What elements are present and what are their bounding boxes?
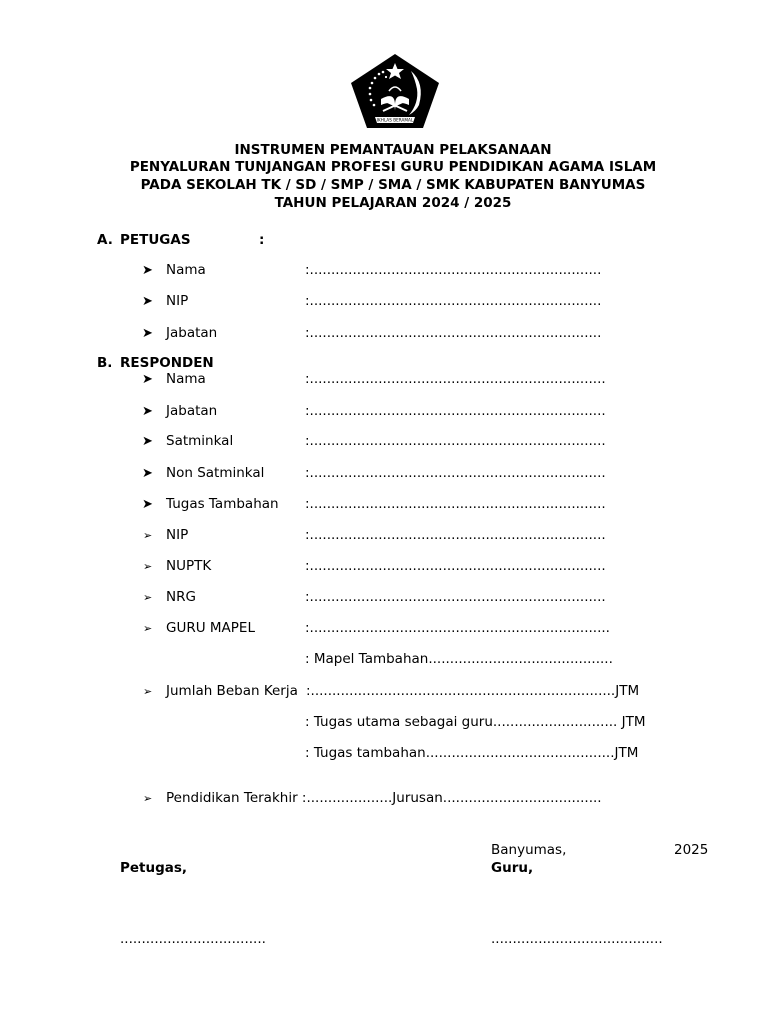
responden-satminkal-field[interactable]: :..................................................................... [305, 433, 606, 449]
ministry-emblem-logo [349, 53, 441, 129]
document-title-line-1: INSTRUMEN PEMANTAUAN PELAKSANAAN [234, 142, 552, 158]
responden-tugas-tambahan-label: Tugas Tambahan [166, 496, 279, 512]
bullet-arrow-icon: ➢ [143, 529, 153, 542]
responden-nama-label: Nama [166, 371, 206, 387]
responden-guru-mapel-field[interactable]: :...................................................................... [305, 620, 610, 636]
document-title-line-2: PENYALURAN TUNJANGAN PROFESI GURU PENDIDIKAN AGAMA ISLAM [129, 159, 657, 175]
mapel-tambahan-field[interactable]: : Mapel Tambahan........................................... [305, 651, 613, 667]
bullet-arrow-icon: ➤ [142, 372, 153, 387]
section-b-letter: B. [97, 355, 113, 371]
responden-satminkal-label: Satminkal [166, 433, 234, 449]
bullet-arrow-icon: ➤ [142, 294, 153, 309]
petugas-nama-label: Nama [166, 262, 206, 278]
tugas-utama-field[interactable]: : Tugas utama sebagai guru............................. JTM [305, 714, 646, 730]
bullet-arrow-icon: ➤ [142, 326, 153, 341]
section-b-title: RESPONDEN [120, 355, 214, 371]
logo-ribbon-text: IKHLAS BERAMAL [376, 117, 414, 123]
signature-year: 2025 [674, 842, 709, 858]
responden-guru-mapel-label: GURU MAPEL [166, 620, 255, 636]
responden-nuptk-label: NUPTK [166, 558, 212, 574]
tugas-tambahan-jtm-field[interactable]: : Tugas tambahan............................................JTM [305, 745, 639, 761]
section-a-title: PETUGAS [120, 232, 191, 248]
bullet-arrow-icon: ➢ [143, 622, 153, 635]
responden-nip-field[interactable]: :..................................................................... [305, 527, 606, 543]
signature-place: Banyumas, [491, 842, 567, 858]
bullet-arrow-icon: ➤ [142, 263, 153, 278]
responden-tugas-tambahan-field[interactable]: :..................................................................... [305, 496, 606, 512]
responden-non-satminkal-label: Non Satminkal [166, 465, 265, 481]
bullet-arrow-icon: ➢ [143, 792, 153, 805]
guru-signature-label: Guru, [491, 860, 534, 876]
responden-nrg-label: NRG [166, 589, 196, 605]
responden-jabatan-field[interactable]: :..................................................................... [305, 403, 606, 419]
bullet-arrow-icon: ➢ [143, 560, 153, 573]
jumlah-beban-kerja-label: Jumlah Beban Kerja [166, 683, 298, 699]
bullet-arrow-icon: ➢ [143, 685, 153, 698]
pendidikan-terakhir-field[interactable]: Pendidikan Terakhir :....................Jurusan..................................... [166, 790, 602, 806]
bullet-arrow-icon: ➤ [142, 497, 153, 512]
responden-nip-label: NIP [166, 527, 189, 543]
bullet-arrow-icon: ➤ [142, 466, 153, 481]
petugas-signature-label: Petugas, [120, 860, 188, 876]
petugas-jabatan-field[interactable]: :.................................................................... [305, 325, 602, 341]
responden-non-satminkal-field[interactable]: :..................................................................... [305, 465, 606, 481]
guru-signature-line[interactable]: ........................................ [491, 931, 663, 947]
petugas-signature-line[interactable]: .................................. [120, 931, 266, 947]
jumlah-beban-kerja-field[interactable]: :.......................................................................JTM [306, 683, 640, 699]
petugas-nama-field[interactable]: :.................................................................... [305, 262, 602, 278]
section-a-colon: : [259, 232, 265, 248]
document-title-line-4: TAHUN PELAJARAN 2024 / 2025 [274, 195, 512, 211]
petugas-nip-label: NIP [166, 293, 189, 309]
responden-nuptk-field[interactable]: :..................................................................... [305, 558, 606, 574]
responden-jabatan-label: Jabatan [166, 403, 218, 419]
document-title-line-3: PADA SEKOLAH TK / SD / SMP / SMA / SMK KABUPATEN BANYUMAS [140, 177, 646, 193]
petugas-jabatan-label: Jabatan [166, 325, 218, 341]
petugas-nip-field[interactable]: :.................................................................... [305, 293, 602, 309]
bullet-arrow-icon: ➢ [143, 591, 153, 604]
bullet-arrow-icon: ➤ [142, 404, 153, 419]
responden-nama-field[interactable]: :..................................................................... [305, 371, 606, 387]
responden-nrg-field[interactable]: :..................................................................... [305, 589, 606, 605]
section-a-letter: A. [97, 232, 113, 248]
bullet-arrow-icon: ➤ [142, 434, 153, 449]
